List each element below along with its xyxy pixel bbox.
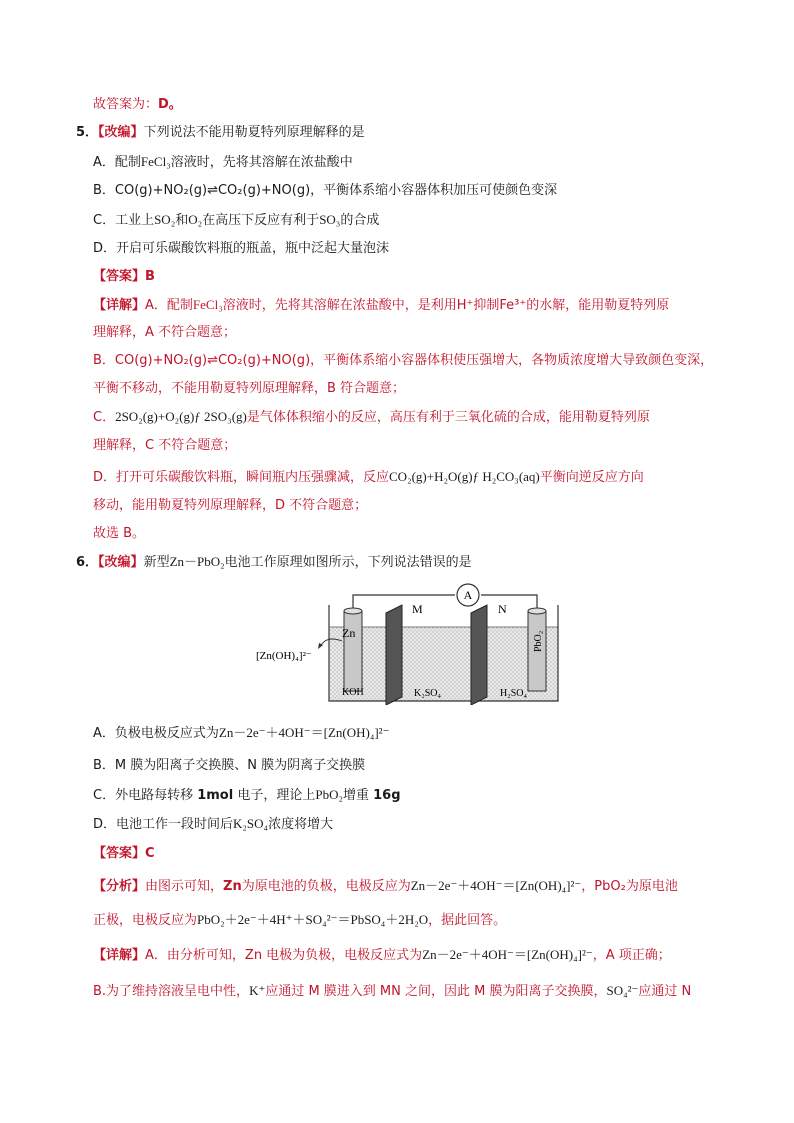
q6-option-c-formula: PbO₂ xyxy=(315,787,343,802)
prev-answer-label: 故答案为： xyxy=(93,97,159,112)
q6-stem-formula: Zn－PbO₂ xyxy=(169,554,225,569)
q5-detail-a-1 xyxy=(93,296,669,315)
q6-analysis-text-1: 由图示可知， xyxy=(145,879,224,894)
q6-option-d-text: 浓度将增大 xyxy=(268,817,334,832)
q6-option-d xyxy=(93,815,333,834)
zn-electrode xyxy=(344,611,362,691)
q6-detail-a-text-1: A．由分析可知，Zn 电极为负极，电极反应式为 xyxy=(145,948,423,963)
q5-option-a xyxy=(93,153,353,172)
q5-option-c-formula-2: O₂ xyxy=(188,212,203,227)
q6-analysis-zn: Zn xyxy=(223,879,242,894)
q6-analysis-1 xyxy=(93,877,678,896)
q6-option-b xyxy=(93,757,365,775)
q6-detail-a xyxy=(93,946,671,965)
q6-option-a-label: A．负极电极反应式为 xyxy=(93,726,219,741)
q6-detail-b-k-ion: K⁺ xyxy=(249,983,266,998)
q5-detail-d-equation: CO₂(g)+H₂O(g)ƒ H₂CO₃(aq) xyxy=(389,469,540,484)
q5-option-a-label: A．配制 xyxy=(93,155,141,170)
q5-option-c xyxy=(93,211,379,230)
q5-option-b-text: CO(g)+NO₂(g)⇌CO₂(g)+NO(g)，平衡体系缩小容器体积加压可使颜色变深 xyxy=(114,183,558,198)
q6-option-c-mid: 电子，理论上 xyxy=(233,788,316,803)
q5-detail-c-1 xyxy=(93,408,650,427)
membrane-m xyxy=(386,605,402,705)
q6-analysis-text-4: 正极，电极反应为 xyxy=(93,913,198,928)
q6-analysis-tag: 【分析】 xyxy=(93,879,146,894)
q5-stem xyxy=(76,124,365,142)
q6-answer xyxy=(93,845,155,863)
ammeter-label: A xyxy=(463,588,473,602)
q5-tag: 【改编】 xyxy=(98,125,144,140)
q6-detail-b-text-2: 应通过 M 膜进入到 MN 之间，因此 M 膜为阳离子交换膜， xyxy=(265,984,607,999)
q6-answer-value: C xyxy=(145,846,155,861)
q5-detail-c-2 xyxy=(93,437,236,455)
q5-option-a-text: 溶液时，先将其溶解在浓盐酸中 xyxy=(170,155,353,170)
q6-option-c xyxy=(93,786,401,805)
q5-detail-d-2 xyxy=(93,497,367,515)
q5-detail-a-formula: FeCl₃ xyxy=(192,297,223,312)
q6-analysis-text-2: 为原电池的负极，电极反应为 xyxy=(241,879,411,894)
q6-analysis-text-3: ，PbO₂为原电池 xyxy=(581,879,678,894)
q5-option-c-formula-3: SO₃ xyxy=(319,212,341,227)
q5-detail-a-2 xyxy=(93,324,236,342)
koh-label: KOH xyxy=(342,687,364,698)
q5-option-d-text: 开启可乐碳酸饮料瓶的瓶盖，瓶中泛起大量泡沫 xyxy=(116,241,390,256)
q5-detail-b-text-2: 平衡不移动，不能用勒夏特列原理解释，B 符合题意； xyxy=(93,381,406,396)
q6-option-d-label: D．电池工作一段时间后 xyxy=(93,817,234,832)
pbo2-label: PbO₂ xyxy=(533,630,544,652)
q6-tag: 【改编】 xyxy=(98,555,144,570)
q5-detail-b-text-1: B．CO(g)+NO₂(g)⇌CO₂(g)+NO(g)，平衡体系缩小容器体积使压强增大，各物质浓度增大导致颜色变深， xyxy=(93,353,714,368)
q6-detail-tag: 【详解】 xyxy=(93,948,146,963)
q6-detail-a-equation: Zn－2e⁻＋4OH⁻＝[Zn(OH)₄]²⁻ xyxy=(422,947,593,962)
external-wire xyxy=(353,595,537,615)
q5-detail-c-text-2: 是气体体积缩小的反应，高压有利于三氧化硫的合成，能用勒夏特列原 xyxy=(246,410,650,425)
membrane-n xyxy=(471,605,487,705)
q6-answer-tag: 【答案】 xyxy=(93,846,146,861)
q5-option-c-text-1: 在高压下反应有利于 xyxy=(202,213,320,228)
q6-detail-a-text-2: ，A 项正确； xyxy=(592,948,671,963)
q6-detail-b-text-1: B.为了维持溶液呈电中性， xyxy=(93,984,250,999)
q6-option-b-label: B． xyxy=(93,758,115,773)
q5-option-c-text-2: 的合成 xyxy=(340,213,380,228)
q6-option-b-text: M 膜为阳离子交换膜、N 膜为阴离子交换膜 xyxy=(114,758,366,773)
q5-detail-d-text-2: 平衡向逆反应方向 xyxy=(539,470,644,485)
q5-stem-text: 下列说法不能用勒夏特列原理解释的是 xyxy=(143,125,365,140)
q6-option-d-formula: K₂SO₄ xyxy=(233,816,269,831)
q5-answer xyxy=(93,268,155,286)
q5-detail-d-text-1: D．打开可乐碳酸饮料瓶，瞬间瓶内压强骤减，反应 xyxy=(93,470,390,485)
battery-diagram xyxy=(250,577,560,705)
q5-option-c-formula-1: SO₂ xyxy=(154,212,176,227)
q6-option-c-number: 1mol xyxy=(197,788,234,803)
q6-number: 6． xyxy=(76,555,99,570)
q6-stem xyxy=(76,553,472,572)
q5-detail-b-2 xyxy=(93,380,405,398)
q5-detail-d-text-3: 移动，能用勒夏特列原理解释，D 不符合题意； xyxy=(93,498,368,513)
q5-option-d xyxy=(93,240,389,258)
q5-option-b-label: B． xyxy=(93,183,115,198)
q5-option-d-label: D． xyxy=(93,241,117,256)
q5-detail-c-text-1: C． xyxy=(93,410,116,425)
q5-option-b xyxy=(93,182,557,200)
q5-answer-value: B xyxy=(145,269,155,284)
membrane-m-label: M xyxy=(412,602,423,616)
q5-detail-c-text-3: 理解释，C 不符合题意； xyxy=(93,438,237,453)
q6-analysis-2 xyxy=(93,911,506,930)
q6-option-c-value: 16g xyxy=(373,788,401,803)
prev-answer-value: D。 xyxy=(158,97,182,112)
h2so4-label: H₂SO₄ xyxy=(500,688,527,699)
q5-option-c-label: C．工业上 xyxy=(93,213,155,228)
q5-option-c-mid: 和 xyxy=(175,213,189,228)
q6-analysis-text-5: ，据此回答。 xyxy=(428,913,507,928)
q6-stem-text-2: 电池工作原理如图所示，下列说法错误的是 xyxy=(224,555,472,570)
q6-option-a-equation: Zn－2e⁻＋4OH⁻＝[Zn(OH)₄]²⁻ xyxy=(218,725,390,740)
q5-answer-tag: 【答案】 xyxy=(93,269,146,284)
zn-label: Zn xyxy=(342,626,356,640)
q5-detail-tag: 【详解】 xyxy=(93,298,146,313)
q6-detail-b xyxy=(93,982,691,1001)
q5-number: 5． xyxy=(76,125,99,140)
q5-conclusion xyxy=(93,525,145,543)
q6-analysis-equation-2: PbO₂＋2e⁻＋4H⁺＋SO₄²⁻＝PbSO₄＋2H₂O xyxy=(197,912,429,927)
q6-detail-b-sulfate-ion: SO₄²⁻ xyxy=(606,983,639,998)
q5-detail-d-1 xyxy=(93,468,644,487)
q5-conclusion-text: 故选 B。 xyxy=(93,526,146,541)
q5-detail-a-text-2: 溶液时，先将其溶解在浓盐酸中，是利用H⁺抑制Fe³⁺的水解，能用勒夏特列原 xyxy=(222,298,670,313)
q6-option-c-label: C．外电路每转移 xyxy=(93,788,198,803)
q6-stem-text-1: 新型 xyxy=(143,555,170,570)
q5-detail-b-1 xyxy=(93,352,713,370)
q6-option-a xyxy=(93,724,389,743)
k2so4-label: K₂SO₄ xyxy=(414,688,441,699)
q5-detail-a-text-1: A．配制 xyxy=(145,298,193,313)
membrane-n-label: N xyxy=(498,602,507,616)
prev-answer-line xyxy=(93,96,182,114)
q5-option-a-formula: FeCl₃ xyxy=(140,154,171,169)
q6-analysis-equation-1: Zn－2e⁻＋4OH⁻＝[Zn(OH)₄]²⁻ xyxy=(410,878,582,893)
q6-option-c-rest: 增重 xyxy=(343,788,374,803)
complex-ion-label: [Zn(OH)₄]²⁻ xyxy=(256,650,312,662)
q5-detail-a-text-3: 理解释，A 不符合题意； xyxy=(93,325,237,340)
q6-detail-b-text-3: 应通过 N xyxy=(638,984,692,999)
q5-detail-c-equation: 2SO₂(g)+O₂(g)ƒ 2SO₃(g) xyxy=(115,409,247,424)
